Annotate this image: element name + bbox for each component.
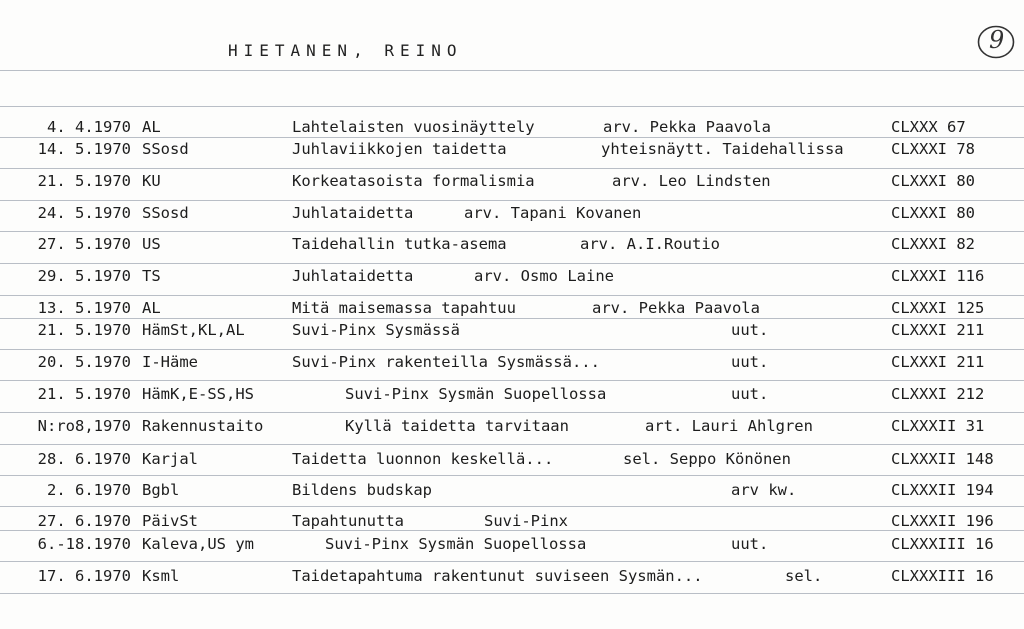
entry-title: Korkeatasoista formalismia (292, 172, 535, 190)
ruled-line (0, 593, 1024, 594)
entry-volume: CLXXXIII 16 (891, 535, 994, 553)
entry-title: Juhlataidetta (292, 267, 414, 285)
entry-source: Rakennustaito (142, 417, 264, 435)
entry-title: Suvi-Pinx Sysmän Suopellossa (345, 385, 607, 403)
entry-row (0, 450, 1024, 470)
ruled-line (0, 561, 1024, 562)
entry-source: I-Häme (142, 353, 198, 371)
entry-title: Suvi-Pinx Sysmän Suopellossa (325, 535, 587, 553)
entry-row (0, 118, 1024, 138)
entry-note: arv. Tapani Kovanen (464, 204, 642, 222)
entry-date: N:ro8,1970 (37, 417, 131, 435)
page-number (976, 23, 1016, 61)
entry-note: uut. (731, 385, 769, 403)
entry-source: AL (142, 118, 161, 136)
entry-source: HämK,E-SS,HS (142, 385, 254, 403)
entry-title: Kyllä taidetta tarvitaan (345, 417, 569, 435)
entry-note: sel. (785, 567, 823, 585)
entry-row (0, 321, 1024, 341)
entry-note: arv kw. (731, 481, 797, 499)
entry-row (0, 567, 1024, 587)
entry-source: Karjal (142, 450, 198, 468)
entry-note: arv. Pekka Paavola (592, 299, 760, 317)
entry-title: Suvi-Pinx Sysmässä (292, 321, 460, 339)
entry-date: 27. 5.1970 (37, 235, 131, 253)
ruled-line (0, 168, 1024, 169)
page-number-text: 9 (989, 26, 1005, 54)
entry-note: uut. (731, 353, 769, 371)
entry-date: 21. 5.1970 (37, 321, 131, 339)
entry-row (0, 140, 1024, 160)
entry-note: arv. A.I.Routio (580, 235, 720, 253)
entry-date: 21. 5.1970 (37, 385, 131, 403)
entry-volume: CLXXXI 116 (891, 267, 985, 285)
ruled-line (0, 106, 1024, 107)
entry-title: Taidehallin tutka-asema (292, 235, 507, 253)
entry-note: arv. Leo Lindsten (612, 172, 771, 190)
entry-row (0, 385, 1024, 405)
entry-source: US (142, 235, 161, 253)
entry-volume: CLXXXI 212 (891, 385, 985, 403)
entry-source: PäivSt (142, 512, 198, 530)
entry-volume: CLXXXI 80 (891, 204, 975, 222)
entry-title: Lahtelaisten vuosinäyttely (292, 118, 535, 136)
entry-row (0, 204, 1024, 224)
entry-source: Kaleva,US ym (142, 535, 254, 553)
ruled-line (0, 444, 1024, 445)
entry-row (0, 299, 1024, 319)
entry-volume: CLXXXI 211 (891, 353, 985, 371)
entry-note: uut. (731, 535, 769, 553)
entry-date: 17. 6.1970 (37, 567, 131, 585)
ruled-line (0, 295, 1024, 296)
entry-date: 2. 6.1970 (47, 481, 131, 499)
entry-source: TS (142, 267, 161, 285)
entry-volume: CLXXXI 80 (891, 172, 975, 190)
entry-volume: CLXXXII 196 (891, 512, 994, 530)
entry-source: SSosd (142, 140, 189, 158)
entry-source: SSosd (142, 204, 189, 222)
entry-date: 27. 6.1970 (37, 512, 131, 530)
entry-source: AL (142, 299, 161, 317)
entry-title: Juhlataidetta (292, 204, 414, 222)
ruled-line (0, 231, 1024, 232)
entry-note: yhteisnäytt. Taidehallissa (601, 140, 844, 158)
entry-row (0, 267, 1024, 287)
entry-title: Suvi-Pinx rakenteilla Sysmässä... (292, 353, 600, 371)
entry-date: 6.-18.1970 (37, 535, 131, 553)
ruled-line (0, 506, 1024, 507)
entry-volume: CLXXXI 211 (891, 321, 985, 339)
entry-note: sel. Seppo Könönen (623, 450, 791, 468)
ruled-line (0, 263, 1024, 264)
entry-volume: CLXXXII 31 (891, 417, 985, 435)
entry-date: 24. 5.1970 (37, 204, 131, 222)
entry-date: 4. 4.1970 (47, 118, 131, 136)
entry-title: Taidetta luonnon keskellä... (292, 450, 554, 468)
entry-title: Mitä maisemassa tapahtuu (292, 299, 516, 317)
entry-note: Suvi-Pinx (484, 512, 568, 530)
entry-date: 13. 5.1970 (37, 299, 131, 317)
entry-row (0, 235, 1024, 255)
entry-title: Bildens budskap (292, 481, 432, 499)
entry-source: Bgbl (142, 481, 180, 499)
entry-row (0, 353, 1024, 373)
entry-date: 20. 5.1970 (37, 353, 131, 371)
entry-title: Tapahtunutta (292, 512, 404, 530)
entry-volume: CLXXXII 148 (891, 450, 994, 468)
entry-note: arv. Pekka Paavola (603, 118, 771, 136)
entry-title: Juhlaviikkojen taidetta (292, 140, 507, 158)
entry-note: arv. Osmo Laine (474, 267, 614, 285)
entry-row (0, 535, 1024, 555)
entry-source: Ksml (142, 567, 180, 585)
entry-source: KU (142, 172, 161, 190)
entry-row (0, 481, 1024, 501)
entry-volume: CLXXXI 125 (891, 299, 985, 317)
entry-row (0, 512, 1024, 532)
entry-row (0, 417, 1024, 437)
card-heading: HIETANEN, REINO (228, 41, 463, 60)
entry-title: Taidetapahtuma rakentunut suviseen Sysmän... (292, 567, 703, 585)
ruled-line (0, 70, 1024, 71)
ruled-line (0, 380, 1024, 381)
entry-row (0, 172, 1024, 192)
entry-source: HämSt,KL,AL (142, 321, 245, 339)
ruled-line (0, 475, 1024, 476)
entry-date: 14. 5.1970 (37, 140, 131, 158)
entry-volume: CLXXXIII 16 (891, 567, 994, 585)
ruled-line (0, 349, 1024, 350)
entry-volume: CLXXXII 194 (891, 481, 994, 499)
ruled-line (0, 412, 1024, 413)
entry-volume: CLXXX 67 (891, 118, 966, 136)
entry-note: uut. (731, 321, 769, 339)
entry-volume: CLXXXI 78 (891, 140, 975, 158)
entry-date: 28. 6.1970 (37, 450, 131, 468)
entry-date: 29. 5.1970 (37, 267, 131, 285)
ruled-line (0, 200, 1024, 201)
entry-date: 21. 5.1970 (37, 172, 131, 190)
entry-volume: CLXXXI 82 (891, 235, 975, 253)
entry-note: art. Lauri Ahlgren (645, 417, 813, 435)
